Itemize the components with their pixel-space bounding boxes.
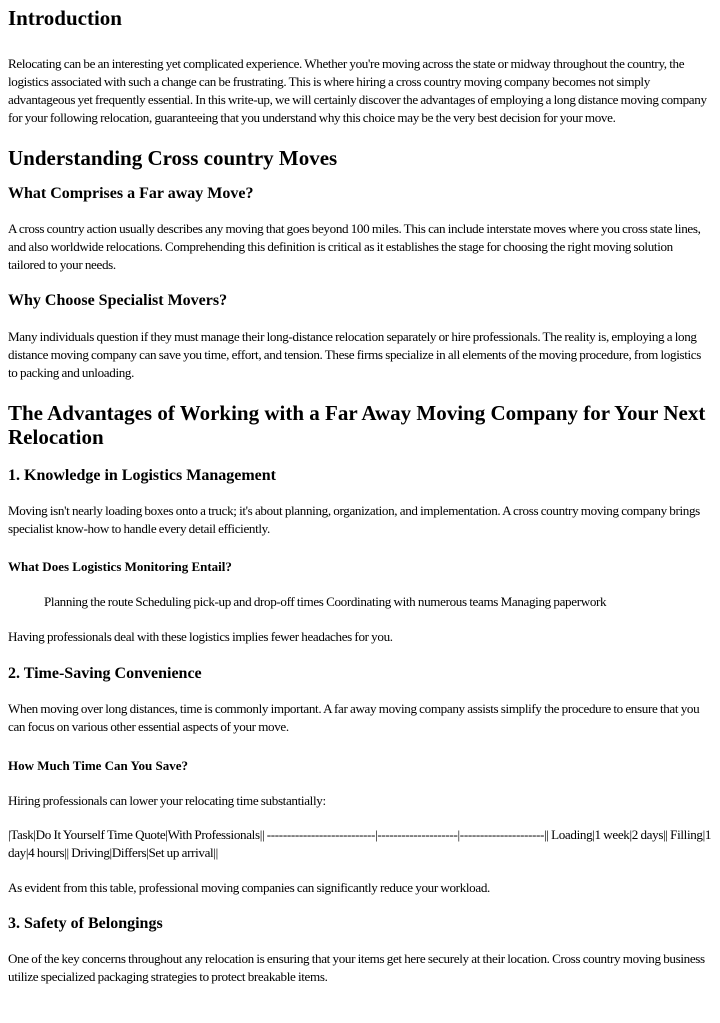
heading-introduction: Introduction — [8, 6, 122, 30]
subheading-logistics-entail: What Does Logistics Monitoring Entail? — [8, 559, 232, 574]
intro-paragraph: Relocating can be an interesting yet complicated experience. Whether you're moving across the state or midway throughout the country, the logistics associated with such a change can be frustrating. This is where hiring a cross country moving company becomes not simply advantageous yet frequently essential. In this write-up, we will certainly discover the advantages of employing a long distance moving company for your following relocation, guaranteeing that you understand why this choice may be the very best decision for your move. — [8, 56, 707, 125]
paragraph-hiring: Hiring professionals can lower your relocating time substantially: — [8, 793, 326, 808]
paragraph-far-away-move: A cross country action usually describes any moving that goes beyond 100 miles. This can include interstate moves where you cross state lines, and also worldwide relocations. Comprehending this definition is critical as it establishes the stage for choosing the right moving solution tailored to your needs. — [8, 221, 701, 272]
subheading-specialist-movers: Why Choose Specialist Movers? — [8, 292, 228, 309]
heading-understanding: Understanding Cross country Moves — [8, 146, 338, 170]
paragraph-safety: One of the key concerns throughout any relocation is ensuring that your items get here securely at their location. Cross country moving business utilize specialized packaging strategies to protect breakable items. — [8, 951, 705, 984]
paragraph-logistics: Moving isn't nearly loading boxes onto a truck; it's about planning, organization, and implementation. A cross country moving company brings specialist know-how to handle every detail efficiently. — [8, 503, 700, 536]
time-table-text: |Task|Do It Yourself Time Quote|With Professionals|| ---------------------------|--------------------|---------------------|| Loading|1 week|2 days|| Filling|1 day|4 hours|| Driving|Differs|Set up arrival|| — [8, 827, 712, 860]
subheading-time-saving: 2. Time-Saving Convenience — [8, 665, 202, 682]
subheading-logistics: 1. Knowledge in Logistics Management — [8, 467, 276, 484]
article — [0, 6, 720, 986]
subheading-far-away-move: What Comprises a Far away Move? — [8, 185, 254, 202]
subheading-how-much-time: How Much Time Can You Save? — [8, 758, 188, 773]
logistics-list: Planning the route Scheduling pick-up and drop-off times Coordinating with numerous teams Managing paperwork — [44, 594, 607, 609]
paragraph-specialist-movers: Many individuals question if they must manage their long-distance relocation separately or hire professionals. The reality is, employing a long distance moving company can save you time, effort, and tension. These firms specialize in all elements of the moving procedure, from logistics to packing and unloading. — [8, 329, 702, 380]
paragraph-logistics-after: Having professionals deal with these logistics implies fewer headaches for you. — [8, 629, 393, 644]
subheading-safety: 3. Safety of Belongings — [8, 915, 163, 932]
paragraph-time-saving: When moving over long distances, time is commonly important. A far away moving company assists simplify the procedure to ensure that you can focus on various other essential aspects of your move. — [8, 701, 700, 734]
paragraph-table-after: As evident from this table, professional moving companies can significantly reduce your workload. — [8, 880, 490, 895]
heading-advantages: The Advantages of Working with a Far Away Moving Company for Your Next Relocation — [8, 401, 706, 449]
